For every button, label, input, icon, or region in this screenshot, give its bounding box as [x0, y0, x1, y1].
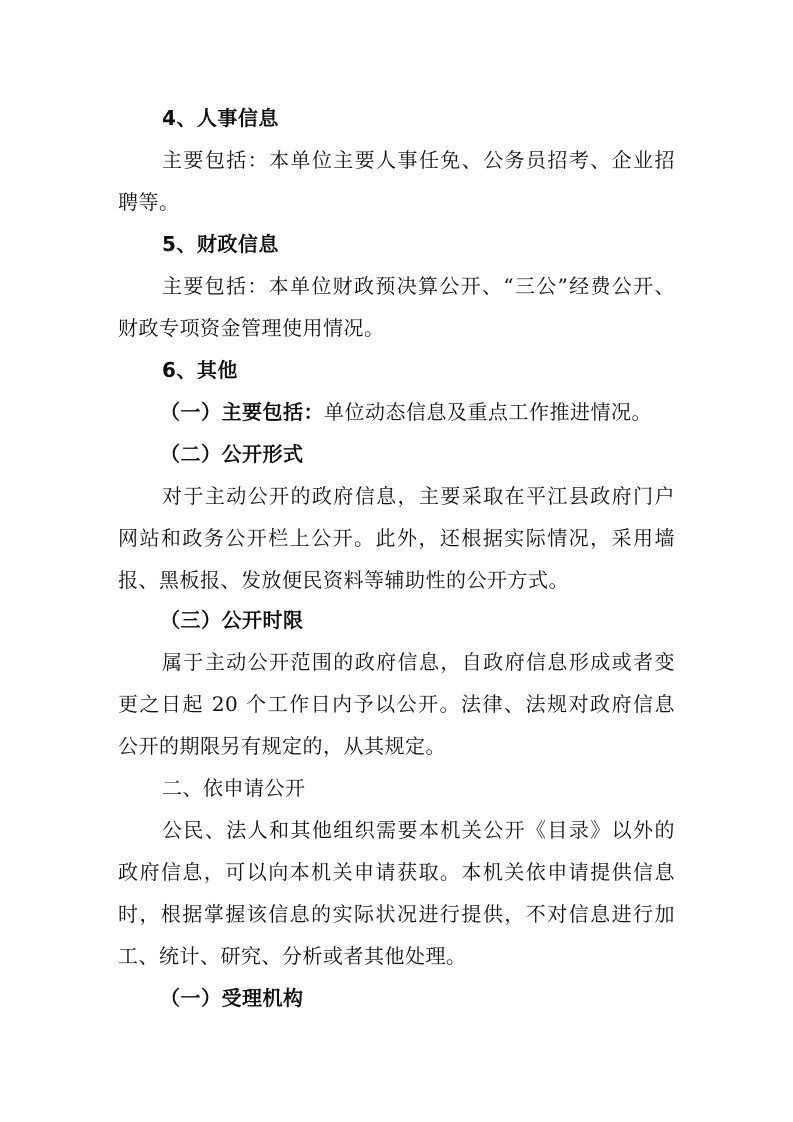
mixed-line-bold-label: （一）主要包括：: [160, 400, 324, 424]
paragraph-line: 网站和政务公开栏上公开。此外，还根据实际情况，采用墙: [118, 526, 675, 550]
paragraph-line: 工、统计、研究、分析或者其他处理。: [118, 944, 467, 968]
section-heading-finance: 5、财政信息: [162, 232, 279, 256]
paragraph-line: 属于主动公开范围的政府信息，自政府信息形成或者变: [162, 650, 675, 674]
paragraph-line: 主要包括：本单位财政预决算公开、“三公”经费公开、: [162, 274, 675, 298]
section-heading-on-request: 二、依申请公开: [162, 776, 306, 800]
paragraph-line: 政府信息，可以向本机关申请获取。本机关依申请提供信息: [118, 860, 675, 884]
subsection-heading-form: （二）公开形式: [160, 442, 304, 466]
paragraph-line: 时，根据掌握该信息的实际状况进行提供，不对信息进行加: [118, 902, 675, 926]
mixed-line: [0, 397, 793, 427]
paragraph-line: 公开的期限另有规定的，从其规定。: [118, 734, 446, 758]
paragraph-line: 对于主动公开的政府信息，主要采取在平江县政府门户: [162, 484, 675, 508]
mixed-line-text: 单位动态信息及重点工作推进情况。: [324, 400, 652, 424]
section-heading-other: 6、其他: [162, 358, 238, 382]
paragraph-line: 财政专项资金管理使用情况。: [118, 316, 385, 340]
paragraph-line: 报、黑板报、发放便民资料等辅助性的公开方式。: [118, 568, 569, 592]
paragraph-line: 聘等。: [118, 190, 180, 214]
subsection-heading-time-limit: （三）公开时限: [160, 608, 304, 632]
paragraph-line: 主要包括：本单位主要人事任免、公务员招考、企业招: [162, 148, 675, 172]
paragraph-line: 公民、法人和其他组织需要本机关公开《目录》以外的: [162, 818, 675, 842]
paragraph-line: 更之日起 20 个工作日内予以公开。法律、法规对政府信息: [118, 692, 675, 716]
section-heading-personnel: 4、人事信息: [162, 106, 279, 130]
subsection-heading-accepting-agency: （一）受理机构: [160, 986, 304, 1010]
